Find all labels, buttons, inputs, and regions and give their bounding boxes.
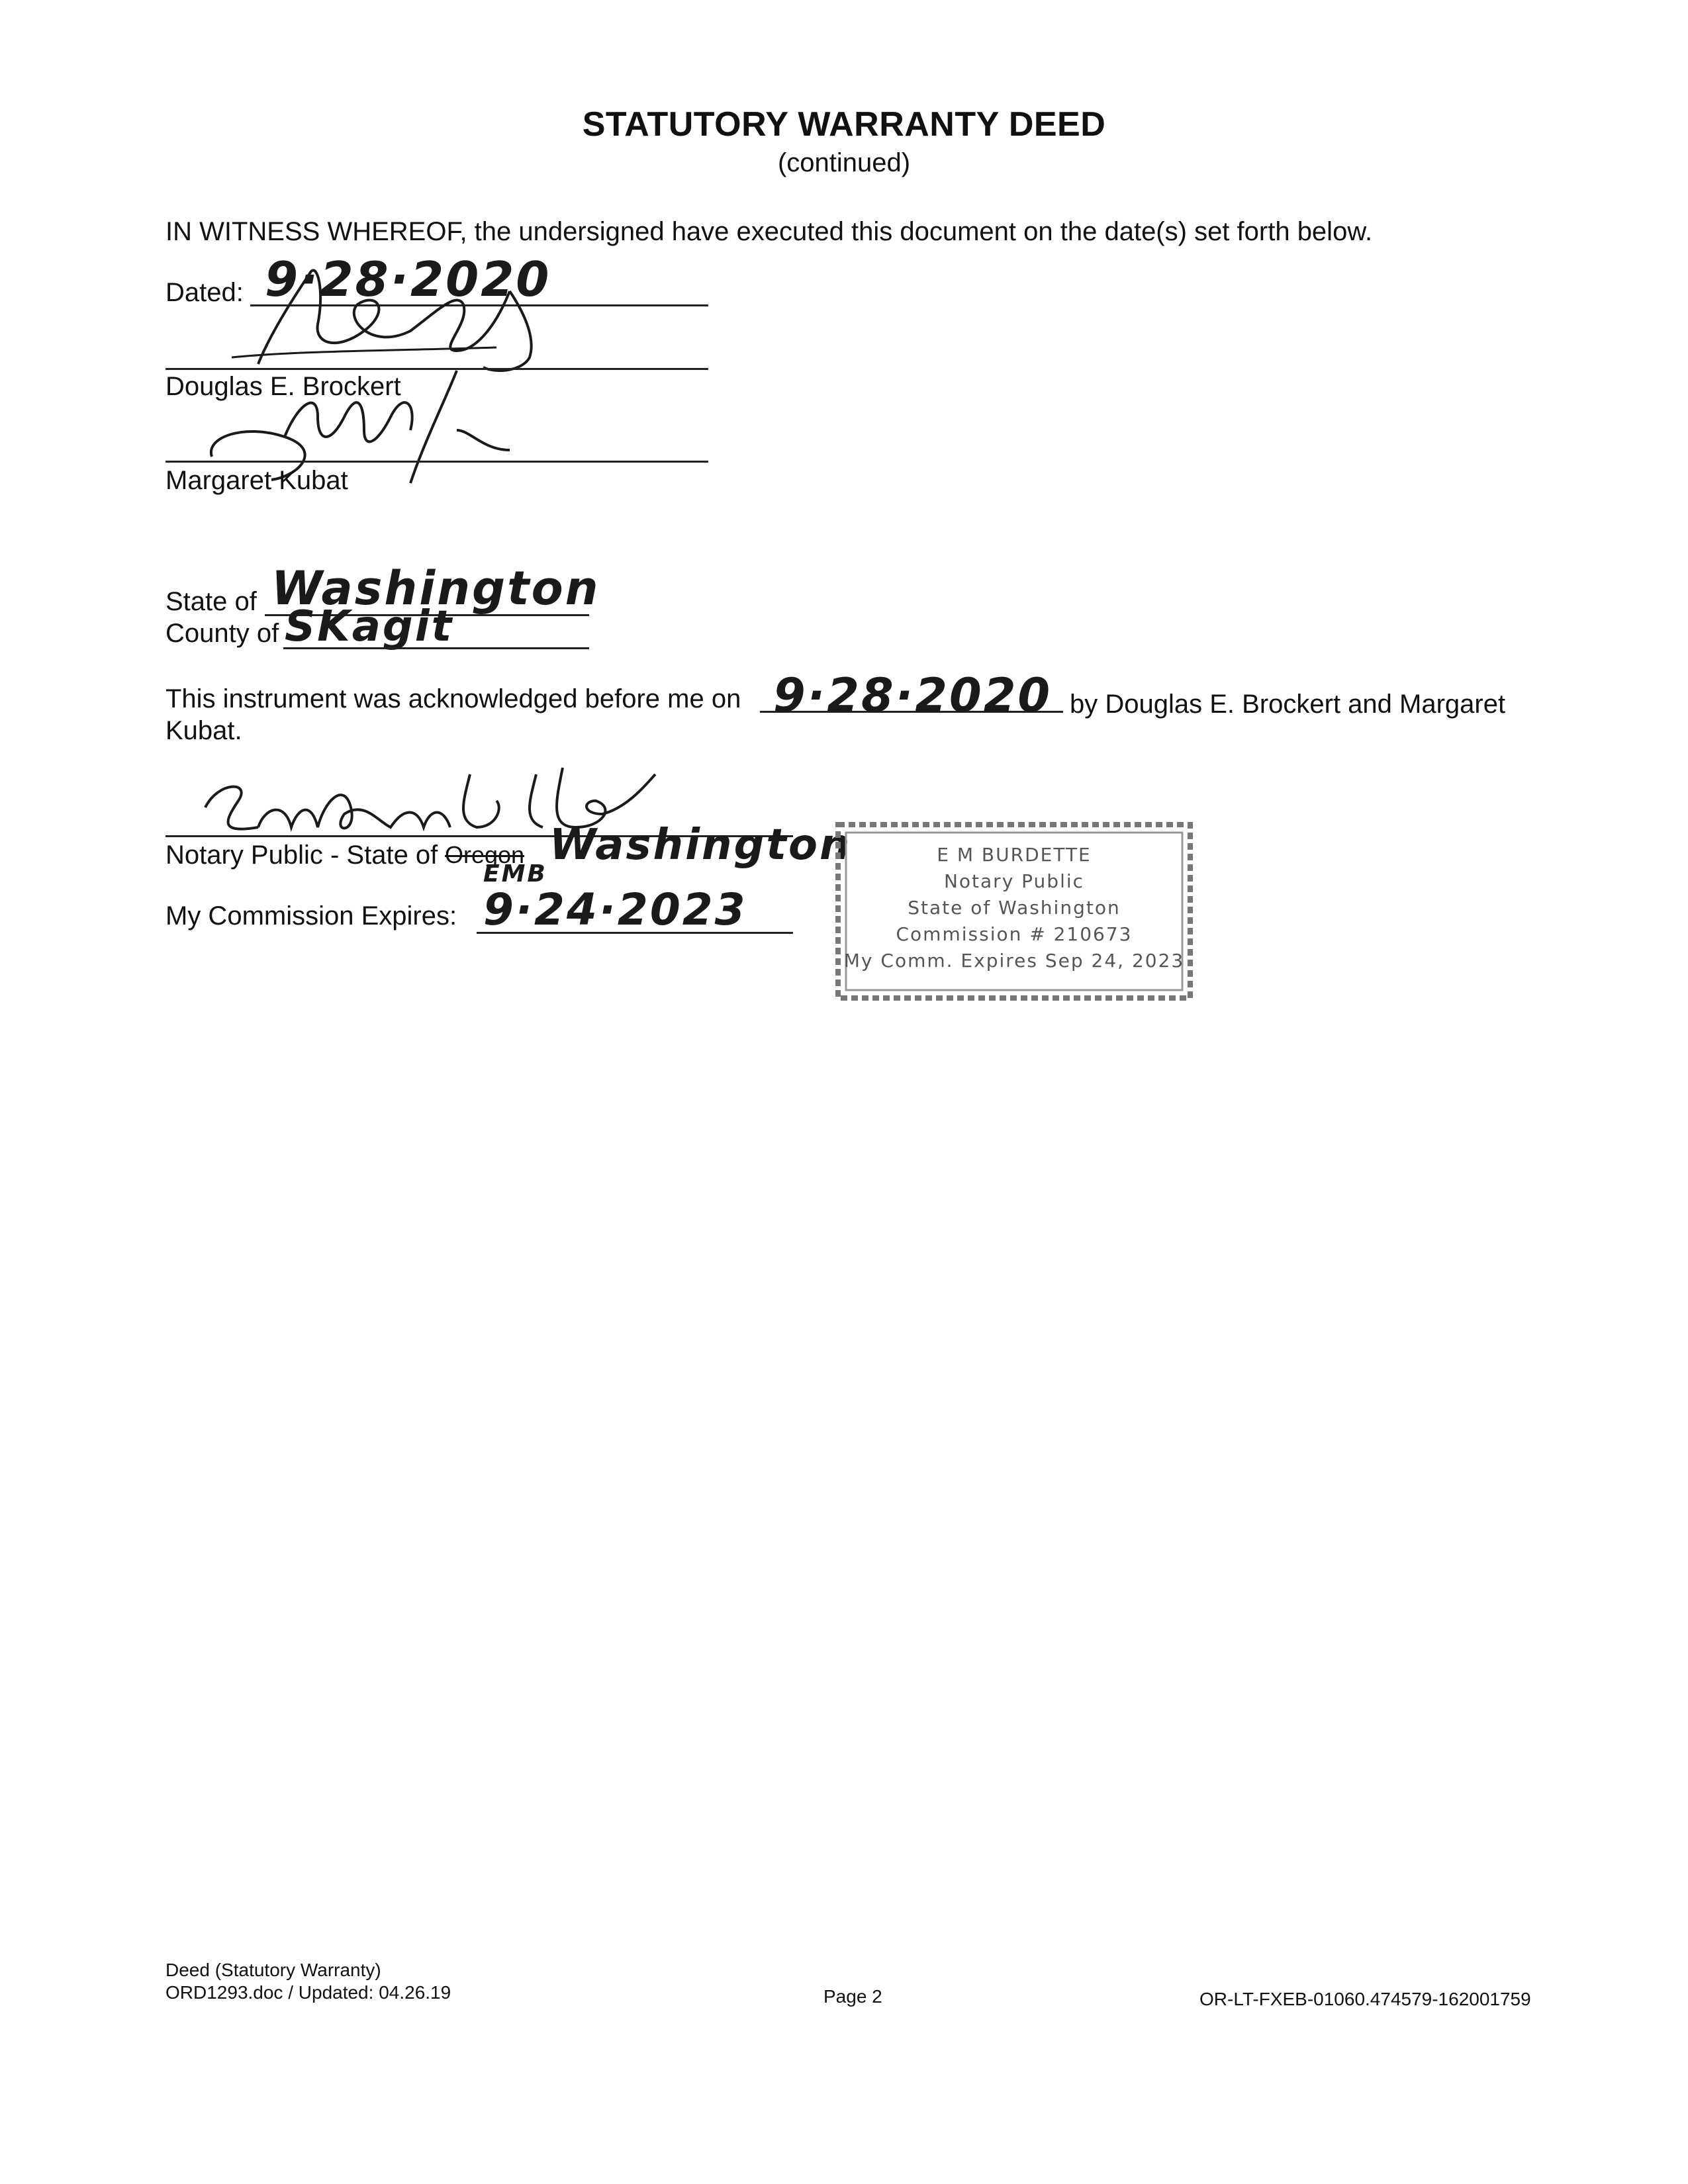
stamp-line-commission: Commission # 210673	[896, 923, 1133, 945]
witness-statement: IN WITNESS WHEREOF, the undersigned have executed this document on the date(s) set forth below.	[165, 217, 1373, 246]
notary-state-label: Notary Public - State of	[165, 841, 438, 870]
stamp-line-name: E M BURDETTE	[937, 844, 1092, 866]
signer1-name: Douglas E. Brockert	[165, 372, 401, 401]
notary-initials: EMB	[483, 860, 547, 887]
footer-page-number: Page 2	[823, 1986, 882, 2007]
signer2-name: Margaret Kubat	[165, 466, 348, 495]
dated-handwritten-value: 9·28·2020	[265, 251, 551, 307]
county-line	[283, 647, 589, 649]
acknowledgment-text-after: by Douglas E. Brockert and Margaret	[1070, 690, 1506, 719]
county-handwritten-value: SKagit	[285, 602, 454, 651]
footer-order-id: OR-LT-FXEB-01060.474579-162001759	[1199, 1989, 1531, 2009]
county-label: County of	[165, 619, 279, 648]
document-title: STATUTORY WARRANTY DEED	[582, 105, 1106, 144]
document-subtitle: (continued)	[777, 148, 911, 177]
notary-handwritten-state: Washington	[549, 821, 852, 870]
acknowledgment-handwritten-date: 9·28·2020	[773, 668, 1053, 723]
stamp-line-state: State of Washington	[908, 897, 1121, 919]
acknowledgment-text-before: This instrument was acknowledged before me on	[165, 684, 741, 713]
acknowledgment-text-cont: Kubat.	[165, 716, 242, 745]
commission-handwritten-date: 9·24·2023	[483, 884, 747, 935]
signature-line-2	[165, 461, 708, 463]
footer-doc-type: Deed (Statutory Warranty)	[165, 1960, 381, 1980]
state-handwritten-value: Washington	[271, 561, 600, 615]
notary-struck-state: Oregon	[445, 841, 525, 868]
footer-doc-ref: ORD1293.doc / Updated: 04.26.19	[165, 1982, 451, 2003]
state-label: State of	[165, 587, 257, 616]
commission-label: My Commission Expires:	[165, 901, 457, 931]
stamp-line-title: Notary Public	[943, 870, 1085, 892]
dated-label: Dated:	[165, 278, 244, 307]
stamp-line-expiry: My Comm. Expires Sep 24, 2023	[843, 950, 1185, 972]
